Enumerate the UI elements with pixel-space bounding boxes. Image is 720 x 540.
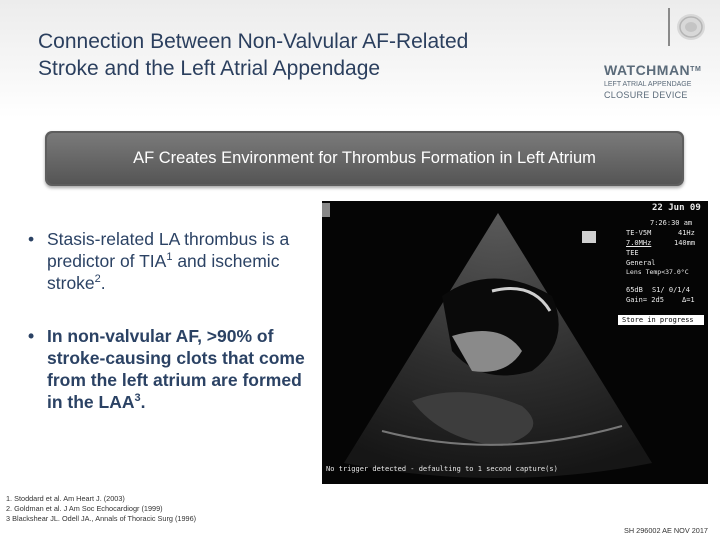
reference-3: 3 Blackshear JL. Odell JA., Annals of Thoracic Surg (1996) [6,514,197,523]
bullet-item-1: • Stasis-related LA thrombus is a predictor of TIA$^1$ and ischemic stroke$^2$. [28,229,290,293]
echo-delta: Δ=1 [682,296,695,304]
brand-subtitle-2: CLOSURE DEVICE [604,90,688,100]
echo-mode: TEE [626,249,639,257]
echo-preset: General [626,259,656,267]
brand-name: WATCHMAN™ [604,62,702,78]
reference-2: 2. Goldman et al. J Am Soc Echocardiogr (1999) [6,504,163,513]
bullet-item-2: • In non-valvular AF, >90% of stroke-causing clots that come from the left atrium are formed in the LAA$^3$. [28,326,305,412]
reference-1: 1. Stoddard et al. Am Heart J. (2003) [6,494,125,503]
bullet-list [22,228,312,413]
echo-footer-message: No trigger detected - defaulting to 1 second capture(s) [326,465,558,473]
slide-title-line2: Stroke and the Left Atrial Appendage [38,57,381,80]
echo-hz: 41Hz [678,229,695,237]
echo-status: Store in progress [622,316,694,324]
bullet-marker: • [28,229,35,249]
document-code: SH 296002 AE NOV 2017 [624,526,708,535]
slide-title-line1: Connection Between Non-Valvular AF-Related [38,30,469,53]
watchman-logo [604,62,714,101]
echo-lens-temp: Lens Temp<37.0°C [626,268,689,276]
trademark-mark: TM [690,66,702,73]
echo-frequency: 7.0MHz [626,239,652,247]
brand-subtitle-1: LEFT ATRIAL APPENDAGE [604,81,692,88]
echocardiogram-image [322,201,708,484]
echo-time: 7:26:30 am [650,219,693,227]
company-logo-icon [676,12,706,42]
logo-divider [668,8,670,46]
echo-gain: Gain= 2d5 [626,296,664,304]
bullet-marker: • [28,326,35,346]
references [6,494,336,524]
echo-depth: 140mm [674,239,696,247]
echo-db: 65dB [626,286,643,294]
banner [45,131,684,186]
echo-s1: S1/ 0/1/4 [652,286,690,294]
slide-title [38,28,578,82]
echo-date: 22 Jun 09 [652,203,701,213]
banner-text: AF Creates Environment for Thrombus Formation in Left Atrium [47,133,682,184]
echo-probe: TE-V5M [626,229,652,237]
